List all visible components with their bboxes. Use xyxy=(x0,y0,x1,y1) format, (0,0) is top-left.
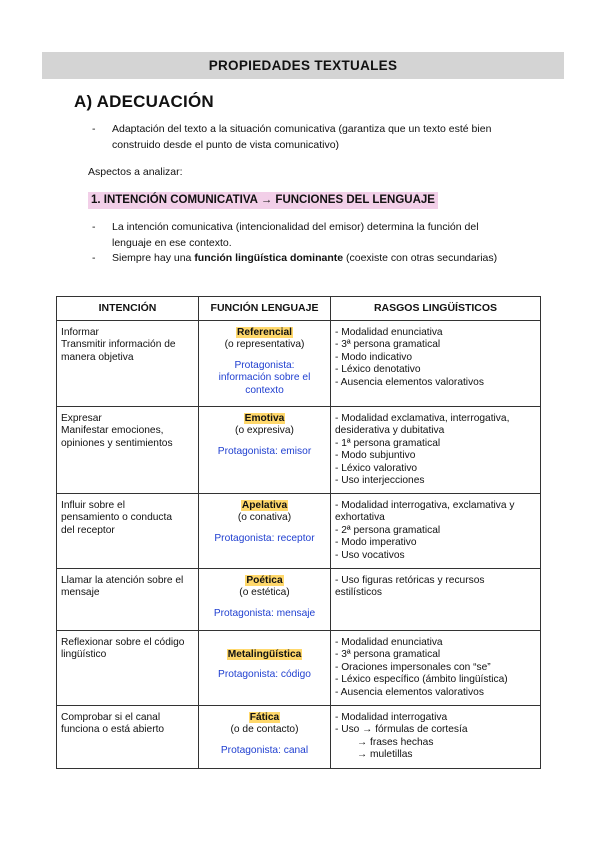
table-row xyxy=(57,569,541,631)
bullet-2-pre: Siempre hay una xyxy=(112,252,195,264)
function-name: Poética xyxy=(246,575,283,586)
bullet-1-line-1: La intención comunicativa (intencionalidad del emisor) determina la función del xyxy=(112,221,479,233)
function-cell xyxy=(199,706,331,769)
bullet-funcion-dominante xyxy=(92,251,562,267)
table-row xyxy=(57,494,541,569)
bullet-2-post: (coexiste con otras secundarias) xyxy=(343,252,498,264)
bullet-2-bold: función lingüística dominante xyxy=(194,252,344,264)
traits-cell: - Uso figuras retóricas y recursos estilísticos xyxy=(331,569,541,631)
protagonist: Protagonista: código xyxy=(218,669,311,681)
intro-bullet xyxy=(92,122,562,154)
function-name: Apelativa xyxy=(241,500,288,511)
protagonist: Protagonista: emisor xyxy=(217,445,312,457)
intent-cell: Llamar la atención sobre el mensaje xyxy=(57,569,199,631)
intent-cell: Influir sobre el pensamiento o conducta del receptor xyxy=(57,494,199,569)
bullet-intencion xyxy=(92,220,562,252)
protagonist: Protagonista: mensaje xyxy=(213,607,316,619)
header-rasgos: RASGOS LINGÜÍSTICOS xyxy=(331,297,541,321)
aspects-label: Aspectos a analizar: xyxy=(88,166,183,178)
table-row xyxy=(57,706,541,769)
traits-cell: - Modalidad interrogativa, exclamativa y exhortativa - 2ª persona gramatical - Modo imperativo - Uso vocativos xyxy=(331,494,541,569)
table-header-row xyxy=(57,297,541,321)
intro-line-1: Adaptación del texto a la situación comunicativa (garantiza que un texto esté bien xyxy=(112,123,492,135)
function-alt: (o estética) xyxy=(239,587,290,599)
subheading-intencion: 1. INTENCIÓN COMUNICATIVA → FUNCIONES DEL LENGUAJE xyxy=(88,192,438,209)
intro-line-2: construido desde el punto de vista comunicativo) xyxy=(112,138,340,151)
function-alt: (o de contacto) xyxy=(230,724,299,736)
traits-cell: - Modalidad exclamativa, interrogativa, desiderativa y dubitativa - 1ª persona gramatical - Modo subjuntivo - Léxico valorativo - Uso interjecciones xyxy=(331,407,541,494)
intent-cell: Informar Transmitir información de manera objetiva xyxy=(57,321,199,407)
function-cell xyxy=(199,494,331,569)
function-name: Emotiva xyxy=(244,413,285,424)
protagonist: Protagonista: información sobre el contexto xyxy=(218,359,311,396)
protagonist: Protagonista: receptor xyxy=(214,532,315,544)
bullet-1-line-2: lenguaje en ese contexto. xyxy=(112,236,232,249)
function-name: Referencial xyxy=(237,327,292,338)
header-funcion: FUNCIÓN LENGUAJE xyxy=(199,297,331,321)
intent-cell: Comprobar si el canal funciona o está abierto xyxy=(57,706,199,769)
table-row xyxy=(57,321,541,407)
traits-cell: - Modalidad enunciativa - 3ª persona gramatical - Oraciones impersonales con “se” - Léxico específico (ámbito lingüística) - Ausencia elementos valorativos xyxy=(331,631,541,706)
function-alt: (o conativa) xyxy=(237,512,292,524)
function-alt: (o representativa) xyxy=(224,339,305,351)
function-cell xyxy=(199,407,331,494)
table-row xyxy=(57,407,541,494)
header-intencion: INTENCIÓN xyxy=(57,297,199,321)
function-name: Fática xyxy=(249,712,280,723)
bullet-dash: - xyxy=(92,221,96,233)
function-alt: (o expresiva) xyxy=(235,425,294,437)
function-cell xyxy=(199,569,331,631)
protagonist: Protagonista: canal xyxy=(220,744,309,756)
function-cell xyxy=(199,321,331,407)
intent-cell: Expresar Manifestar emociones, opiniones y sentimientos xyxy=(57,407,199,494)
function-name: Metalingüística xyxy=(227,649,302,660)
bullet-dash: - xyxy=(92,123,96,135)
section-heading-adecuacion: A) ADECUACIÓN xyxy=(74,92,214,111)
bullet-dash: - xyxy=(92,252,96,264)
page-title: PROPIEDADES TEXTUALES xyxy=(42,52,564,79)
traits-cell: - Modalidad interrogativa - Uso → fórmulas de cortesía → frases hechas → muletillas xyxy=(331,706,541,769)
table-row xyxy=(57,631,541,706)
traits-cell: - Modalidad enunciativa - 3ª persona gramatical - Modo indicativo - Léxico denotativo - Ausencia elementos valorativos xyxy=(331,321,541,407)
function-cell xyxy=(199,631,331,706)
functions-table xyxy=(56,296,541,769)
intent-cell: Reflexionar sobre el código lingüístico xyxy=(57,631,199,706)
